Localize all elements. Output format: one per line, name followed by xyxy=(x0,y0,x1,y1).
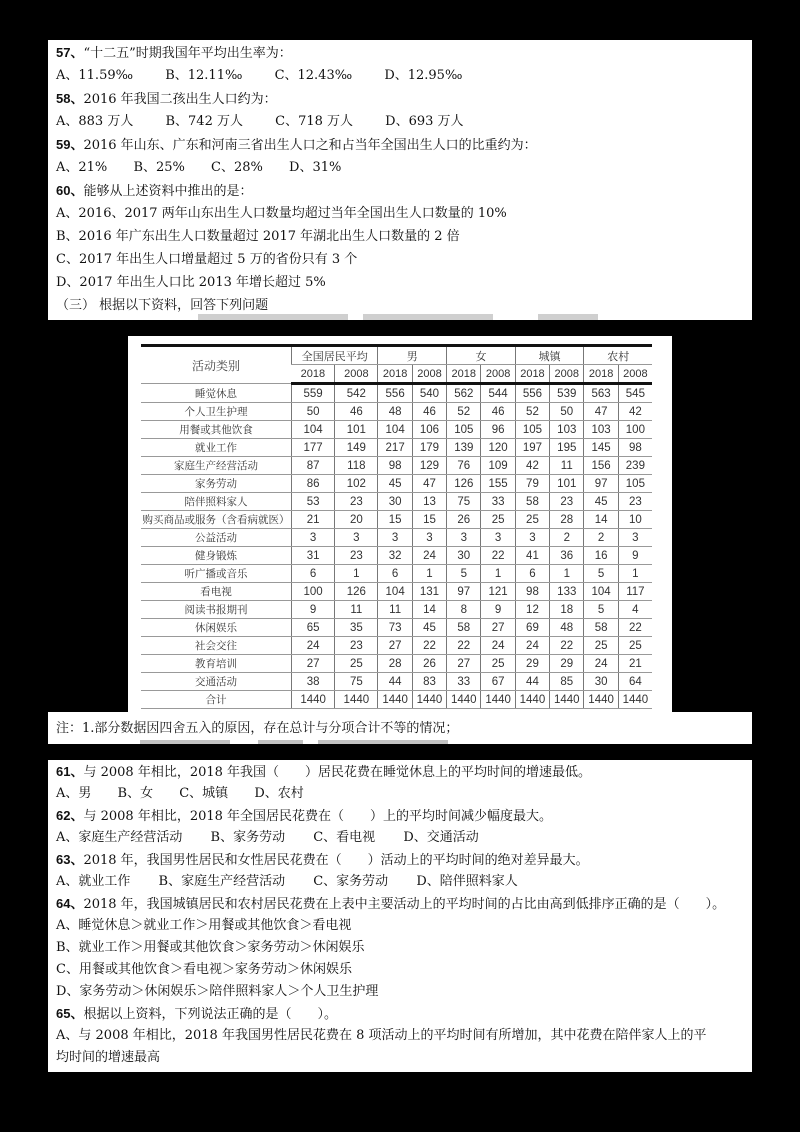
cell-value: 3 xyxy=(335,529,378,547)
cell-value: 30 xyxy=(378,493,412,511)
cell-value: 3 xyxy=(378,529,412,547)
cell-value: 3 xyxy=(447,529,481,547)
cell-value: 45 xyxy=(584,493,618,511)
cell-value: 48 xyxy=(550,619,584,637)
cell-value: 26 xyxy=(412,655,446,673)
option-d[interactable]: D、31% xyxy=(289,160,342,175)
cell-value: 101 xyxy=(550,475,584,493)
cell-value: 27 xyxy=(481,619,515,637)
cell-value: 239 xyxy=(618,457,652,475)
row-label: 家庭生产经营活动 xyxy=(141,457,292,475)
cell-value: 25 xyxy=(481,655,515,673)
cell-value: 104 xyxy=(584,583,618,601)
cell-value: 3 xyxy=(412,529,446,547)
cell-value: 46 xyxy=(335,403,378,421)
option-c[interactable]: C、城镇 xyxy=(179,786,229,801)
cell-value: 52 xyxy=(515,403,549,421)
cell-value: 1440 xyxy=(447,691,481,709)
cell-value: 129 xyxy=(412,457,446,475)
cell-value: 67 xyxy=(481,673,515,691)
cell-value: 35 xyxy=(335,619,378,637)
cell-value: 1 xyxy=(412,565,446,583)
cell-value: 22 xyxy=(618,619,652,637)
cell-value: 9 xyxy=(292,601,335,619)
cell-value: 109 xyxy=(481,457,515,475)
option-d[interactable]: D、交通活动 xyxy=(403,830,479,845)
question-63-options xyxy=(56,871,518,893)
question-57: 57、“十二五”时期我国年平均出生率为： xyxy=(56,45,292,61)
cell-value: 24 xyxy=(292,637,335,655)
cell-value: 1 xyxy=(335,565,378,583)
group-header: 农村 xyxy=(584,346,652,365)
cell-value: 15 xyxy=(378,511,412,529)
cell-value: 65 xyxy=(292,619,335,637)
question-60: 60、能够从上述资料中推出的是： xyxy=(56,183,253,199)
cell-value: 23 xyxy=(335,547,378,565)
cell-value: 25 xyxy=(481,511,515,529)
question-65-option-a[interactable]: A、与 2008 年相比，2018 年我国男性居民花费在 8 项活动上的平均时间有所增加，其中花费在陪伴家人上的平 xyxy=(56,1028,707,1043)
cell-value: 104 xyxy=(378,421,412,439)
note-panel xyxy=(48,712,752,744)
year-header: 2008 xyxy=(618,365,652,384)
cell-value: 26 xyxy=(447,511,481,529)
table-row xyxy=(141,637,652,655)
category-header: 活动类别 xyxy=(141,346,292,384)
option-a[interactable]: A、21% xyxy=(56,160,108,175)
cell-value: 33 xyxy=(481,493,515,511)
cell-value: 58 xyxy=(515,493,549,511)
option-c[interactable]: C、看电视 xyxy=(313,830,376,845)
cell-value: 53 xyxy=(292,493,335,511)
question-64-option-c[interactable]: C、用餐或其他饮食＞看电视＞家务劳动＞休闲娱乐 xyxy=(56,962,352,977)
cell-value: 1440 xyxy=(584,691,618,709)
question-60-option-d[interactable]: D、2017 年出生人口比 2013 年增长超过 5% xyxy=(56,275,326,290)
cell-value: 11 xyxy=(335,601,378,619)
cell-value: 4 xyxy=(618,601,652,619)
year-header: 2018 xyxy=(447,365,481,384)
option-d[interactable]: D、农村 xyxy=(254,786,304,801)
cell-value: 217 xyxy=(378,439,412,457)
table-row xyxy=(141,439,652,457)
cell-value: 33 xyxy=(447,673,481,691)
cell-value: 1440 xyxy=(515,691,549,709)
question-59-options xyxy=(56,157,341,179)
cell-value: 105 xyxy=(618,475,652,493)
cut-note-fragment xyxy=(318,740,448,744)
cell-value: 120 xyxy=(481,439,515,457)
cell-value: 3 xyxy=(618,529,652,547)
question-60-option-b[interactable]: B、2016 年广东出生人口数量超过 2017 年湖北出生人口数量的 2 倍 xyxy=(56,229,460,244)
year-header: 2018 xyxy=(584,365,618,384)
row-label: 公益活动 xyxy=(141,529,292,547)
cell-value: 6 xyxy=(515,565,549,583)
cell-value: 30 xyxy=(584,673,618,691)
cell-value: 75 xyxy=(447,493,481,511)
cell-value: 1440 xyxy=(378,691,412,709)
cell-value: 64 xyxy=(618,673,652,691)
cell-value: 126 xyxy=(335,583,378,601)
cell-value: 139 xyxy=(447,439,481,457)
cell-value: 23 xyxy=(335,493,378,511)
cell-value: 32 xyxy=(378,547,412,565)
question-64-option-b[interactable]: B、就业工作＞用餐或其他饮食＞家务劳动＞休闲娱乐 xyxy=(56,940,365,955)
cell-value: 539 xyxy=(550,384,584,403)
group-header: 女 xyxy=(447,346,516,365)
cell-value: 96 xyxy=(481,421,515,439)
cell-value: 69 xyxy=(515,619,549,637)
row-label: 阅读书报期刊 xyxy=(141,601,292,619)
option-d[interactable]: D、陪伴照料家人 xyxy=(416,874,518,889)
cell-value: 47 xyxy=(412,475,446,493)
cell-value: 2 xyxy=(550,529,584,547)
question-59: 59、2016 年山东、广东和河南三省出生人口之和占当年全国出生人口的比重约为： xyxy=(56,137,537,153)
cell-value: 41 xyxy=(515,547,549,565)
year-header: 2018 xyxy=(292,365,335,384)
cell-value: 18 xyxy=(550,601,584,619)
cell-value: 102 xyxy=(335,475,378,493)
year-header: 2008 xyxy=(335,365,378,384)
cell-value: 16 xyxy=(584,547,618,565)
cell-value: 27 xyxy=(292,655,335,673)
cut-title-fragment xyxy=(198,314,348,320)
cell-value: 149 xyxy=(335,439,378,457)
table-row xyxy=(141,384,652,403)
row-label: 家务劳动 xyxy=(141,475,292,493)
cell-value: 9 xyxy=(481,601,515,619)
cell-value: 50 xyxy=(292,403,335,421)
question-65: 65、根据以上资料，下列说法正确的是（ ）。 xyxy=(56,1006,337,1022)
cell-value: 106 xyxy=(412,421,446,439)
cell-value: 3 xyxy=(292,529,335,547)
table-row xyxy=(141,421,652,439)
option-a[interactable]: A、883 万人 xyxy=(56,114,134,129)
table-row xyxy=(141,691,652,709)
cell-value: 11 xyxy=(550,457,584,475)
cell-value: 44 xyxy=(515,673,549,691)
cell-value: 28 xyxy=(378,655,412,673)
table-row xyxy=(141,457,652,475)
year-header: 2008 xyxy=(481,365,515,384)
cell-value: 98 xyxy=(618,439,652,457)
cell-value: 28 xyxy=(550,511,584,529)
cell-value: 46 xyxy=(412,403,446,421)
table-row xyxy=(141,475,652,493)
table-panel xyxy=(128,336,672,712)
cell-value: 98 xyxy=(515,583,549,601)
cell-value: 117 xyxy=(618,583,652,601)
question-61-options xyxy=(56,783,304,805)
cell-value: 27 xyxy=(378,637,412,655)
cell-value: 52 xyxy=(447,403,481,421)
cell-value: 14 xyxy=(412,601,446,619)
cell-value: 5 xyxy=(584,601,618,619)
table-row xyxy=(141,619,652,637)
cell-value: 1440 xyxy=(618,691,652,709)
cell-value: 24 xyxy=(412,547,446,565)
option-a[interactable]: A、男 xyxy=(56,786,92,801)
cell-value: 85 xyxy=(550,673,584,691)
row-label: 听广播或音乐 xyxy=(141,565,292,583)
cell-value: 121 xyxy=(481,583,515,601)
cell-value: 13 xyxy=(412,493,446,511)
option-a[interactable]: A、就业工作 xyxy=(56,874,131,889)
cell-value: 75 xyxy=(335,673,378,691)
cell-value: 97 xyxy=(447,583,481,601)
cell-value: 3 xyxy=(515,529,549,547)
row-label: 陪伴照料家人 xyxy=(141,493,292,511)
option-b[interactable]: B、女 xyxy=(117,786,154,801)
option-b[interactable]: B、25% xyxy=(133,160,185,175)
cell-value: 131 xyxy=(412,583,446,601)
row-label: 教育培训 xyxy=(141,655,292,673)
cell-value: 177 xyxy=(292,439,335,457)
cell-value: 1440 xyxy=(412,691,446,709)
option-b[interactable]: B、家务劳动 xyxy=(210,830,286,845)
cell-value: 21 xyxy=(618,655,652,673)
table-row xyxy=(141,583,652,601)
cell-value: 1440 xyxy=(481,691,515,709)
option-a[interactable]: A、家庭生产经营活动 xyxy=(56,830,183,845)
cell-value: 22 xyxy=(447,637,481,655)
table-row xyxy=(141,493,652,511)
cell-value: 73 xyxy=(378,619,412,637)
option-c[interactable]: C、28% xyxy=(211,160,263,175)
cell-value: 103 xyxy=(550,421,584,439)
option-b[interactable]: B、家庭生产经营活动 xyxy=(158,874,286,889)
cell-value: 38 xyxy=(292,673,335,691)
cell-value: 156 xyxy=(584,457,618,475)
group-header: 城镇 xyxy=(515,346,584,365)
year-header: 2018 xyxy=(378,365,412,384)
activity-time-table xyxy=(141,344,652,709)
cell-value: 31 xyxy=(292,547,335,565)
cell-value: 1 xyxy=(481,565,515,583)
cell-value: 23 xyxy=(618,493,652,511)
cell-value: 45 xyxy=(412,619,446,637)
cell-value: 10 xyxy=(618,511,652,529)
group-header: 全国居民平均 xyxy=(292,346,378,365)
cell-value: 25 xyxy=(584,637,618,655)
cell-value: 86 xyxy=(292,475,335,493)
cell-value: 133 xyxy=(550,583,584,601)
row-label: 就业工作 xyxy=(141,439,292,457)
cell-value: 105 xyxy=(447,421,481,439)
cell-value: 179 xyxy=(412,439,446,457)
option-c[interactable]: C、718 万人 xyxy=(275,114,354,129)
cell-value: 545 xyxy=(618,384,652,403)
cell-value: 15 xyxy=(412,511,446,529)
question-62: 62、与 2008 年相比，2018 年全国居民花费在（ ）上的平均时间减少幅度最大。 xyxy=(56,808,553,824)
cell-value: 118 xyxy=(335,457,378,475)
year-header: 2018 xyxy=(515,365,549,384)
cell-value: 45 xyxy=(378,475,412,493)
cell-value: 1440 xyxy=(335,691,378,709)
row-label: 用餐或其他饮食 xyxy=(141,421,292,439)
option-d[interactable]: D、12.95‰ xyxy=(384,68,463,83)
question-64-option-a[interactable]: A、睡觉休息＞就业工作＞用餐或其他饮食＞看电视 xyxy=(56,918,352,933)
question-65-option-a-cont: 均时间的增速最高 xyxy=(56,1050,161,1065)
cell-value: 104 xyxy=(292,421,335,439)
cell-value: 44 xyxy=(378,673,412,691)
cell-value: 8 xyxy=(447,601,481,619)
cell-value: 1440 xyxy=(550,691,584,709)
cell-value: 47 xyxy=(584,403,618,421)
table-row xyxy=(141,547,652,565)
question-58-options xyxy=(56,111,464,133)
cell-value: 104 xyxy=(378,583,412,601)
question-60-option-c[interactable]: C、2017 年出生人口增量超过 5 万的省份只有 3 个 xyxy=(56,252,358,267)
option-d[interactable]: D、693 万人 xyxy=(385,114,464,129)
questions-panel-57-60 xyxy=(48,40,752,320)
cell-value: 23 xyxy=(550,493,584,511)
cell-value: 50 xyxy=(550,403,584,421)
cell-value: 540 xyxy=(412,384,446,403)
row-label: 健身锻炼 xyxy=(141,547,292,565)
cell-value: 195 xyxy=(550,439,584,457)
cell-value: 105 xyxy=(515,421,549,439)
cell-value: 24 xyxy=(515,637,549,655)
cell-value: 1440 xyxy=(292,691,335,709)
cell-value: 126 xyxy=(447,475,481,493)
option-c[interactable]: C、12.43‰ xyxy=(274,68,353,83)
cell-value: 6 xyxy=(292,565,335,583)
cell-value: 29 xyxy=(515,655,549,673)
cell-value: 12 xyxy=(515,601,549,619)
cell-value: 30 xyxy=(447,547,481,565)
cell-value: 98 xyxy=(378,457,412,475)
cell-value: 14 xyxy=(584,511,618,529)
cell-value: 562 xyxy=(447,384,481,403)
cell-value: 559 xyxy=(292,384,335,403)
row-label: 看电视 xyxy=(141,583,292,601)
cell-value: 20 xyxy=(335,511,378,529)
cell-value: 22 xyxy=(481,547,515,565)
cell-value: 197 xyxy=(515,439,549,457)
section-heading: （三） 根据以下资料，回答下列问题 xyxy=(56,298,269,313)
group-header: 男 xyxy=(378,346,447,365)
cell-value: 25 xyxy=(618,637,652,655)
table-row xyxy=(141,529,652,547)
cell-value: 9 xyxy=(618,547,652,565)
cell-value: 22 xyxy=(412,637,446,655)
cell-value: 42 xyxy=(515,457,549,475)
cell-value: 87 xyxy=(292,457,335,475)
cell-value: 155 xyxy=(481,475,515,493)
question-64: 64、2018 年，我国城镇居民和农村居民花费在上表中主要活动上的平均时间的占比由高到低排序正确的是（ ）。 xyxy=(56,896,726,912)
option-b[interactable]: B、742 万人 xyxy=(165,114,243,129)
cell-value: 100 xyxy=(292,583,335,601)
cell-value: 563 xyxy=(584,384,618,403)
questions-panel-61-65 xyxy=(48,760,752,1072)
cell-value: 24 xyxy=(481,637,515,655)
cell-value: 1 xyxy=(618,565,652,583)
question-62-options xyxy=(56,827,479,849)
table-row xyxy=(141,511,652,529)
table-row xyxy=(141,565,652,583)
table-row xyxy=(141,655,652,673)
cell-value: 79 xyxy=(515,475,549,493)
cell-value: 100 xyxy=(618,421,652,439)
cell-value: 5 xyxy=(584,565,618,583)
cell-value: 2 xyxy=(584,529,618,547)
cell-value: 6 xyxy=(378,565,412,583)
cell-value: 23 xyxy=(335,637,378,655)
question-61: 61、与 2008 年相比，2018 年我国（ ）居民花费在睡觉休息上的平均时间的增速最低。 xyxy=(56,764,592,780)
year-header: 2008 xyxy=(550,365,584,384)
cut-note-fragment xyxy=(140,740,230,744)
cell-value: 24 xyxy=(584,655,618,673)
question-58: 58、2016 年我国二孩出生人口约为： xyxy=(56,91,277,107)
row-label: 交通活动 xyxy=(141,673,292,691)
cell-value: 103 xyxy=(584,421,618,439)
cell-value: 46 xyxy=(481,403,515,421)
row-label: 睡觉休息 xyxy=(141,384,292,403)
table-row xyxy=(141,403,652,421)
year-header: 2008 xyxy=(412,365,446,384)
option-b[interactable]: B、12.11‰ xyxy=(165,68,243,83)
cell-value: 556 xyxy=(515,384,549,403)
row-label: 社会交往 xyxy=(141,637,292,655)
cell-value: 101 xyxy=(335,421,378,439)
cell-value: 27 xyxy=(447,655,481,673)
cell-value: 145 xyxy=(584,439,618,457)
cell-value: 58 xyxy=(447,619,481,637)
cell-value: 36 xyxy=(550,547,584,565)
cell-value: 29 xyxy=(550,655,584,673)
cell-value: 542 xyxy=(335,384,378,403)
cell-value: 58 xyxy=(584,619,618,637)
cell-value: 42 xyxy=(618,403,652,421)
cell-value: 556 xyxy=(378,384,412,403)
cell-value: 21 xyxy=(292,511,335,529)
cell-value: 25 xyxy=(515,511,549,529)
option-a[interactable]: A、11.59‰ xyxy=(56,68,134,83)
cell-value: 5 xyxy=(447,565,481,583)
cell-value: 11 xyxy=(378,601,412,619)
question-57-options xyxy=(56,65,462,87)
cell-value: 1 xyxy=(550,565,584,583)
option-c[interactable]: C、家务劳动 xyxy=(313,874,389,889)
table-note: 注：1.部分数据因四舍五入的原因，存在总计与分项合计不等的情况； xyxy=(56,721,459,736)
cut-note-fragment xyxy=(258,740,303,744)
row-label: 合计 xyxy=(141,691,292,709)
cell-value: 83 xyxy=(412,673,446,691)
cell-value: 48 xyxy=(378,403,412,421)
table-group-header xyxy=(141,346,652,365)
row-label: 个人卫生护理 xyxy=(141,403,292,421)
cell-value: 544 xyxy=(481,384,515,403)
cell-value: 3 xyxy=(481,529,515,547)
question-63: 63、2018 年，我国男性居民和女性居民花费在（ ）活动上的平均时间的绝对差异最大。 xyxy=(56,852,589,868)
cell-value: 25 xyxy=(335,655,378,673)
table-row xyxy=(141,673,652,691)
cell-value: 22 xyxy=(550,637,584,655)
cell-value: 76 xyxy=(447,457,481,475)
question-64-option-d[interactable]: D、家务劳动＞休闲娱乐＞陪伴照料家人＞个人卫生护理 xyxy=(56,984,379,999)
question-60-option-a[interactable]: A、2016、2017 两年山东出生人口数量均超过当年全国出生人口数量的 10% xyxy=(56,206,507,221)
table-body xyxy=(141,384,652,709)
row-label: 购买商品或服务（含看病就医） xyxy=(141,511,292,529)
table-row xyxy=(141,601,652,619)
cell-value: 97 xyxy=(584,475,618,493)
row-label: 休闲娱乐 xyxy=(141,619,292,637)
cut-title-fragment xyxy=(363,314,493,320)
cut-title-fragment xyxy=(538,314,598,320)
